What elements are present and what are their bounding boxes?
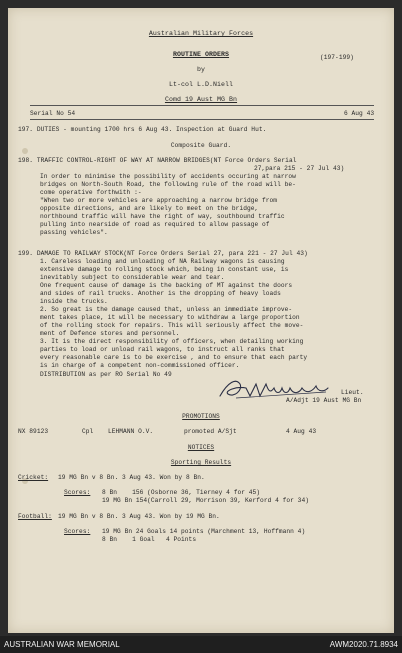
item-198-reference: 27,para 215 - 27 Jul 43) bbox=[254, 165, 345, 172]
item-198-line: come operative forthwith :- bbox=[40, 189, 142, 196]
item-199-line: 2. So great is the damage caused that, unless an immediate improve- bbox=[40, 306, 293, 313]
order-range: (197-199) bbox=[320, 54, 354, 61]
item-199-line: inevitably subject to considerable wear and tear. bbox=[40, 274, 225, 281]
item-199-line: extensive damage to rolling stock which, being in constant use, is bbox=[40, 266, 289, 273]
item-199-line: One frequent cause of damage is the backing of MT against the doors bbox=[40, 282, 293, 289]
document-page bbox=[8, 8, 394, 633]
officer-name: Lt-col L.D.Niell bbox=[168, 81, 234, 88]
football-scores-label: Scores: bbox=[64, 528, 91, 535]
archive-footer bbox=[0, 636, 402, 653]
football-score-line: 8 Bn 1 Goal 4 Points bbox=[102, 536, 197, 543]
cricket-score-line: 19 MG Bn 154(Carroll 29, Morrison 39, Kerford 4 for 34) bbox=[102, 497, 309, 504]
cricket-match-line: 19 MG Bn v 8 Bn. 3 Aug 43. Won by 8 Bn. bbox=[58, 474, 205, 481]
notices-heading: NOTICES bbox=[187, 444, 215, 451]
item-198-quote: "When two or more vehicles are approaching a narrow bridge from bbox=[40, 197, 278, 204]
item-199-line: is in charge of a competent non-commissioned officer. bbox=[40, 362, 240, 369]
item-199-heading: 199. DAMAGE TO RAILWAY STOCK(NT Force Orders Serial 27, para 221 - 27 Jul 43) bbox=[18, 250, 308, 257]
by-line: by bbox=[196, 66, 205, 73]
promotion-date: 4 Aug 43 bbox=[286, 428, 317, 435]
item-199-line: ment of Defence stores and personnel. bbox=[40, 330, 180, 337]
item-199-line: ment takes place, it will be necessary to withdraw a large proportion bbox=[40, 314, 300, 321]
item-199-line: every reasonable care is to be exercise , and to ensure that each party bbox=[40, 354, 308, 361]
item-197: 197. DUTIES - mounting 1700 hrs 6 Aug 43. Inspection at Guard Hut. bbox=[18, 126, 267, 133]
header-rule bbox=[30, 105, 374, 106]
item-199-line: of the rolling stock for repairs. This will seriously affect the move- bbox=[40, 322, 304, 329]
promotion-number: NX 89123 bbox=[18, 428, 49, 435]
item-199-line: and sides of rail trucks. Another is the dropping of heavy loads bbox=[40, 290, 281, 297]
promotion-name: LEHMANN O.V. bbox=[108, 428, 154, 435]
item-198-line: bridges on North-South Road, the following rule of the road will be- bbox=[40, 181, 296, 188]
item-198-quote: pulling into nearside of road as required to allow passage of bbox=[40, 221, 270, 228]
item-199-line: 3. It is the direct responsibility of officers, when detailing working bbox=[40, 338, 304, 345]
item-198-quote: northbound traffic will have the right of way, southbound traffic bbox=[40, 213, 285, 220]
football-label: Football: bbox=[18, 513, 52, 520]
archive-name: AUSTRALIAN WAR MEMORIAL bbox=[4, 640, 120, 649]
cricket-label: Cricket: bbox=[18, 474, 49, 481]
item-197-detail: Composite Guard. bbox=[170, 142, 232, 149]
cricket-score-line: 8 Bn 156 (Osborne 36, Tierney 4 for 45) bbox=[102, 489, 261, 496]
item-198-heading: 198. TRAFFIC CONTROL-RIGHT OF WAY AT NARROW BRIDGES(NT Force Orders Serial bbox=[18, 157, 297, 164]
distribution-line: DISTRIBUTION as per RO Serial No 49 bbox=[40, 371, 172, 378]
archive-accession-number: AWM2020.71.8934 bbox=[329, 640, 398, 649]
signatory-title: A/Adjt 19 Aust MG Bn bbox=[286, 397, 362, 404]
item-198-line: In order to minimise the possibility of accidents occuring at narrow bbox=[40, 173, 296, 180]
football-match-line: 19 MG Bn v 8 Bn. 3 Aug 43. Won by 19 MG Bn. bbox=[58, 513, 220, 520]
item-199-line: parties to load or unload rail wagons, to instruct all ranks that bbox=[40, 346, 285, 353]
promotions-heading: PROMOTIONS bbox=[182, 413, 220, 420]
promotion-rank: Cpl bbox=[82, 428, 94, 435]
item-199-line: inside the trucks. bbox=[40, 298, 108, 305]
org-heading: Australian Military Forces bbox=[148, 30, 254, 37]
serial-number: Serial No 54 bbox=[30, 110, 76, 117]
cricket-scores-label: Scores: bbox=[64, 489, 91, 496]
item-198-quote: opposite directions, and are likely to meet on the bridge, bbox=[40, 205, 259, 212]
football-score-line: 19 MG Bn 24 Goals 14 points (Marchment 13, Hoffmann 4) bbox=[102, 528, 306, 535]
signatory-rank: Lieut. bbox=[341, 389, 364, 396]
promotion-action: promoted A/Sjt bbox=[184, 428, 237, 435]
doc-title: ROUTINE ORDERS bbox=[172, 51, 230, 58]
item-198-quote: passing vehicles". bbox=[40, 229, 108, 236]
command-line: Comd 19 Aust MG Bn bbox=[164, 96, 238, 103]
sporting-results-heading: Sporting Results bbox=[170, 459, 232, 466]
order-date: 6 Aug 43 bbox=[344, 110, 375, 117]
item-199-line: 1. Careless loading and unloading of NA Railway wagons is causing bbox=[40, 258, 285, 265]
serial-rule bbox=[30, 119, 374, 120]
